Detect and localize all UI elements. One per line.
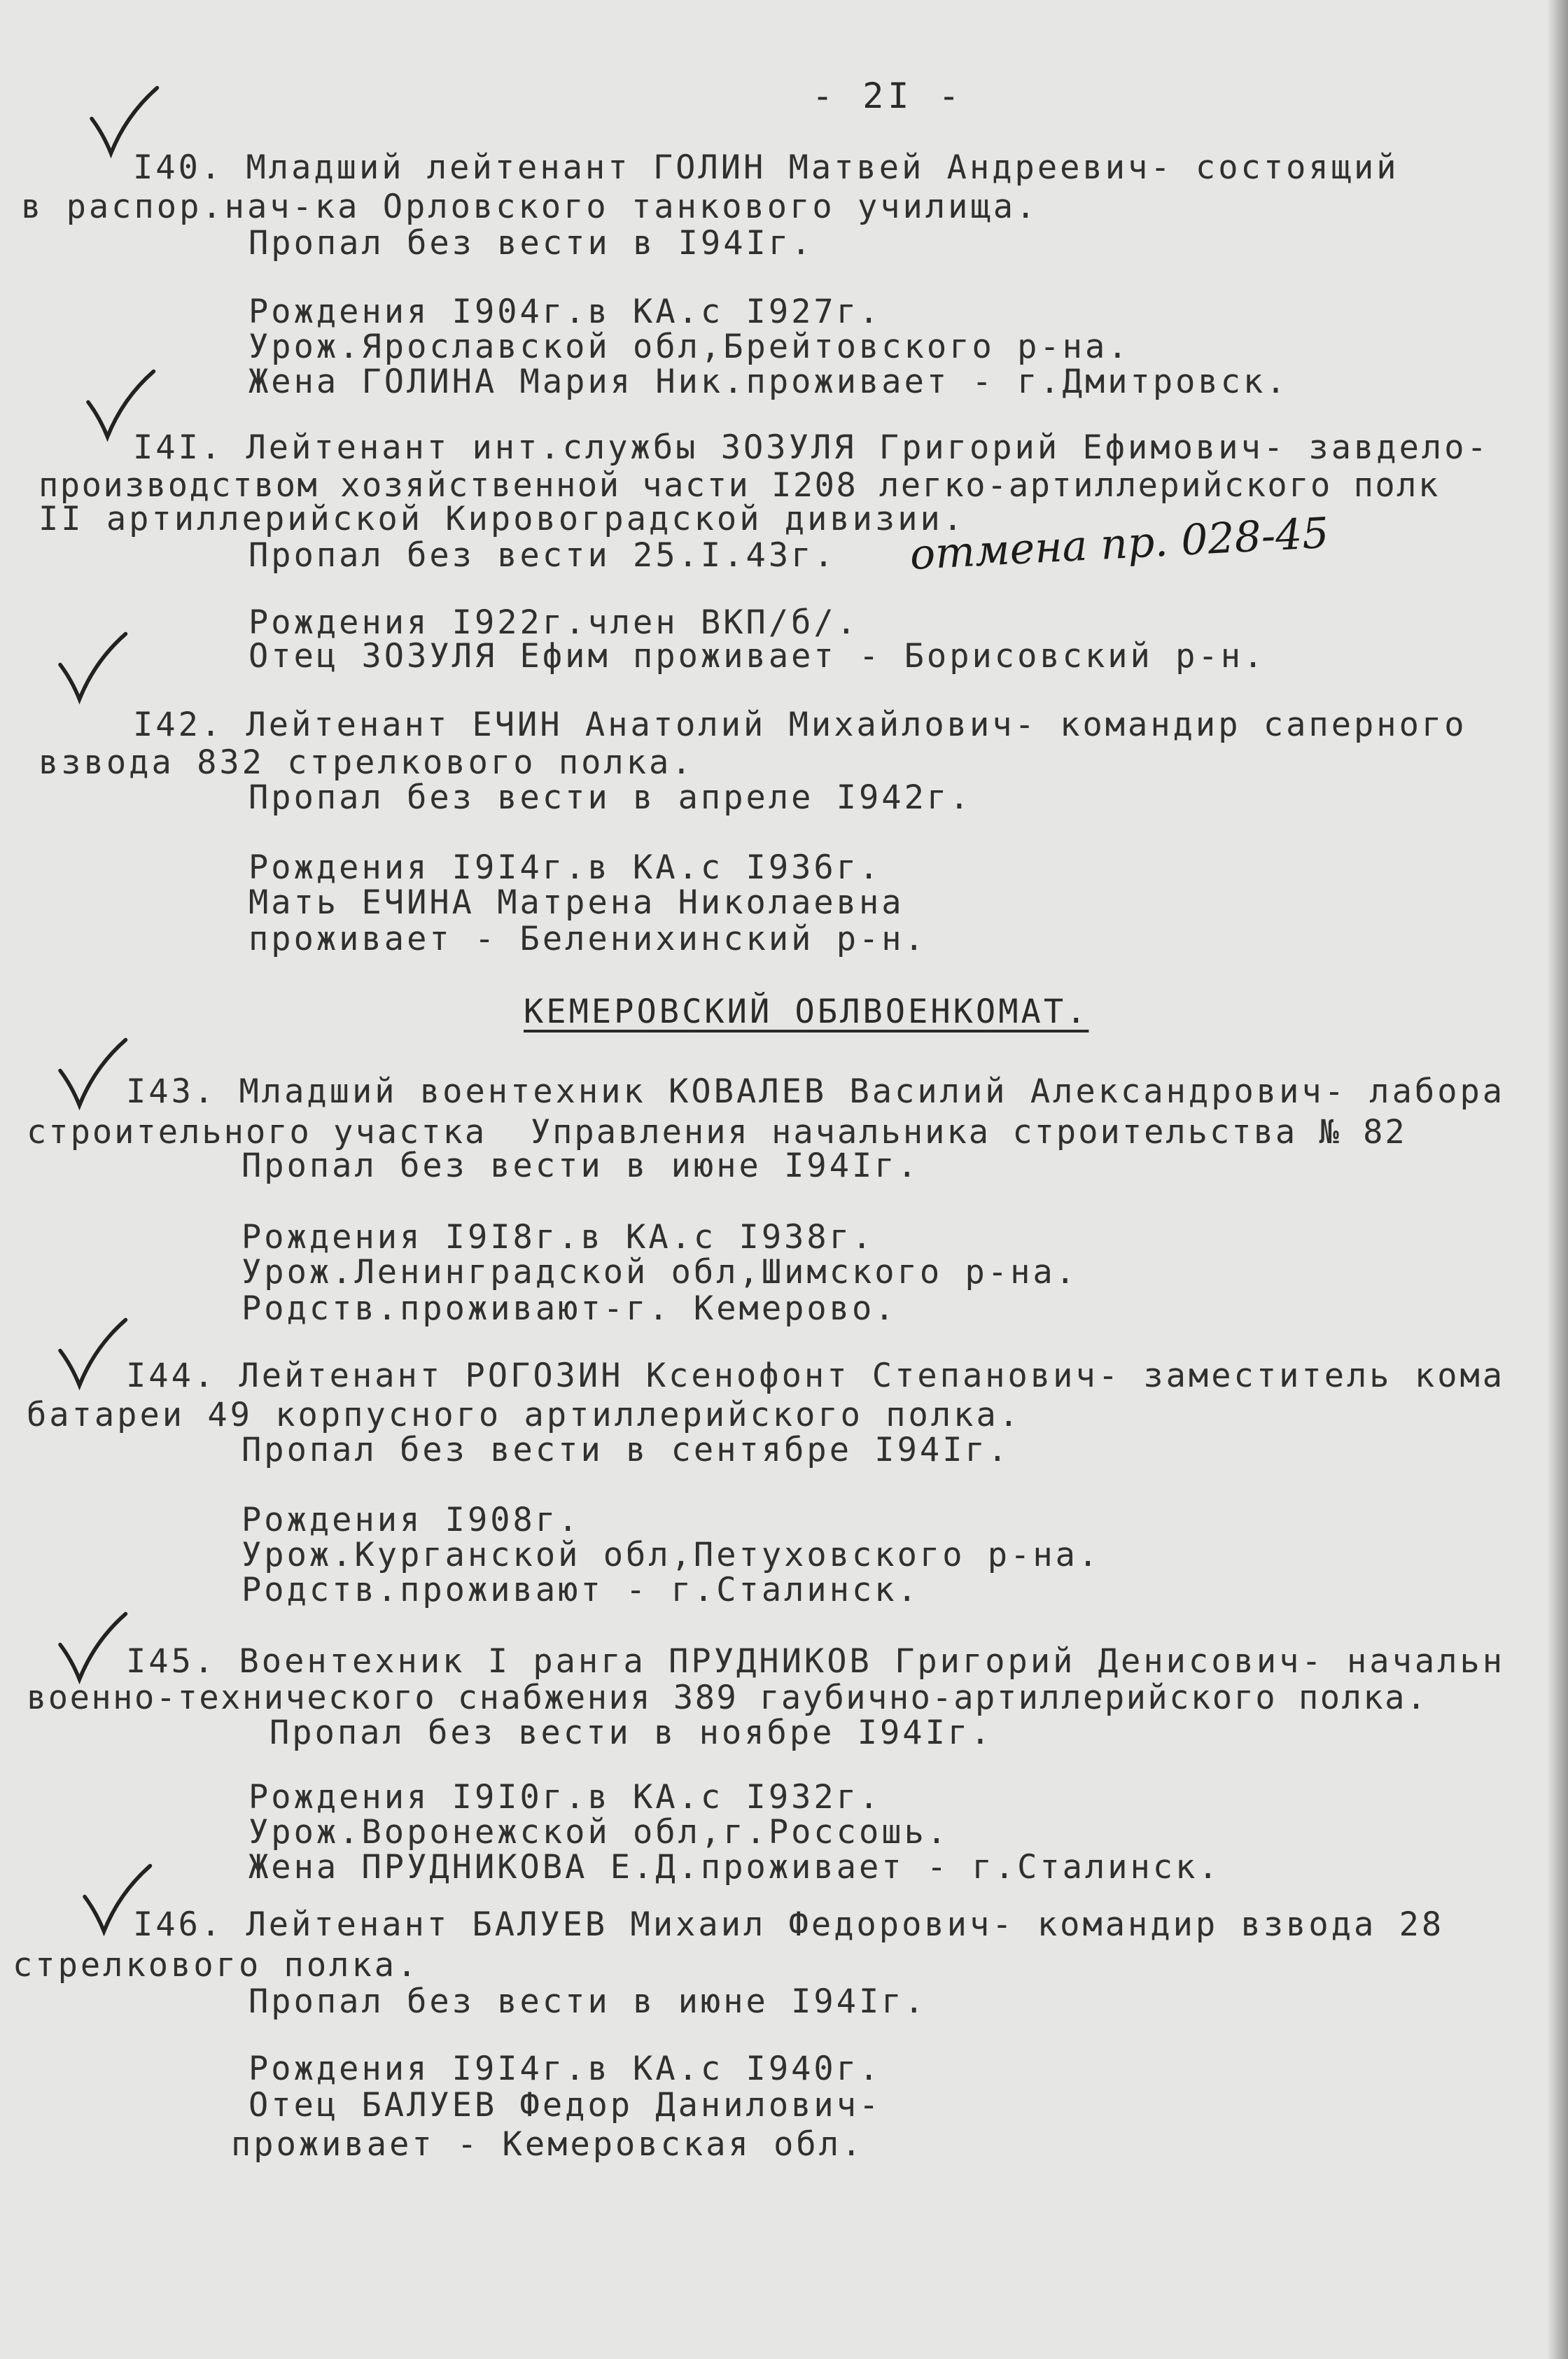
entry-146-line-6: проживает - Кемеровская обл. [231,2125,864,2164]
entry-143-line-1: I43. Младший воентехник КОВАЛЕВ Василий Александрович- лабора [126,1072,1506,1111]
entry-144-line-5: Урож.Курганской обл,Петуховского р-на. [241,1536,1101,1574]
entry-144-line-3: Пропал без вести в сентябре I94Iг. [241,1431,1011,1469]
entry-145-line-3: Пропал без вести в ноябре I94Iг. [270,1714,993,1752]
entry-140-line-3: Пропал без вести в I94Iг. [248,224,814,262]
section-header: КЕМЕРОВСКИЙ ОБЛВОЕНКОМАТ. [524,993,1089,1031]
entry-141-line-4: Пропал без вести 25.I.43г. [248,536,836,575]
page-number: - 2I - [812,76,964,116]
entry-146-line-5: Отец БАЛУЕВ Федор Данилович- [248,2086,882,2124]
checkmark-icon [77,1862,154,1939]
checkmark-icon [52,1316,130,1393]
entry-142-line-2: взвода 832 стрелкового полка. [38,743,694,782]
entry-140-line-1: I40. Младший лейтенант ГОЛИН Матвей Андреевич- состоящий [133,148,1399,187]
entry-141-line-1: I4I. Лейтенант инт.службы ЗОЗУЛЯ Григорий Ефимович- завдело- [133,428,1490,467]
entry-142-line-5: Мать ЕЧИНА Матрена Николаевна [248,883,904,922]
entry-146-line-2: стрелкового полка. [13,1946,420,1984]
checkmark-icon [52,630,130,707]
entry-140-line-4: Рождения I904г.в КА.с I927г. [248,293,882,331]
entry-146-line-4: Рождения I9I4г.в КА.с I940г. [248,2050,882,2088]
entry-145-line-1: I45. Воентехник I ранга ПРУДНИКОВ Григорий Денисович- начальн [126,1642,1506,1681]
entry-145-line-6: Жена ПРУДНИКОВА Е.Д.проживает - г.Сталинск. [248,1848,1221,1886]
entry-146-line-1: I46. Лейтенант БАЛУЕВ Михаил Федорович- командир взвода 28 [133,1905,1445,1944]
entry-144-line-1: I44. Лейтенант РОГОЗИН Ксенофонт Степанович- заместитель кома [126,1357,1506,1395]
entry-141-line-2: производством хозяйственной части I208 легко-артиллерийского полк [38,466,1440,505]
entry-142-line-6: проживает - Беленихинский р-н. [248,920,927,958]
checkmark-icon [80,368,158,444]
page-edge-shadow [1547,0,1568,2359]
entry-144-line-4: Рождения I908г. [241,1501,581,1539]
checkmark-icon [52,1036,130,1113]
entry-140-line-6: Жена ГОЛИНА Мария Ник.проживает - г.Дмитровск. [248,363,1289,401]
entry-145-line-4: Рождения I9I0г.в КА.с I932г. [248,1778,882,1816]
entry-144-line-2: батареи 49 корпусного артиллерийского полка. [27,1396,1022,1434]
entry-143-line-5: Урож.Ленинградской обл,Шимского р-на. [241,1253,1078,1292]
entry-143-line-6: Родств.проживают-г. Кемерово. [241,1289,897,1328]
entry-140-line-2: в распор.нач-ка Орловского танкового училища. [21,188,1039,226]
entry-144-line-6: Родств.проживают - г.Сталинск. [241,1571,920,1609]
entry-143-line-4: Рождения I9I8г.в КА.с I938г. [241,1218,875,1256]
entry-142-line-3: Пропал без вести в апреле I942г. [248,778,972,817]
entry-145-line-5: Урож.Воронежской обл,г.Россошь. [248,1813,950,1851]
entry-140-line-5: Урож.Ярославской обл,Брейтовского р-на. [248,328,1130,366]
entry-142-line-4: Рождения I9I4г.в КА.с I936г. [248,848,882,887]
entry-142-line-1: I42. Лейтенант ЕЧИН Анатолий Михайлович- командир саперного [133,706,1467,744]
entry-143-line-2: строительного участка Управления начальника строительства № 82 [27,1113,1407,1152]
checkmark-icon [52,1610,130,1687]
entry-141-line-5: Рождения I922г.член ВКП/б/. [248,603,860,642]
entry-141-line-3: II артиллерийской Кировоградской дивизии. [38,500,966,538]
checkmark-icon [84,84,161,161]
entry-141-line-6: Отец ЗОЗУЛЯ Ефим проживает - Борисовский р-н. [248,637,1266,676]
entry-143-line-3: Пропал без вести в июне I94Iг. [241,1147,920,1185]
entry-146-line-3: Пропал без вести в июне I94Iг. [248,1982,927,2021]
handwritten-note: отмена пр. 028-45 [909,508,1330,580]
entry-145-line-2: военно-технического снабжения 389 гаубично-артиллерийского полка. [27,1679,1428,1717]
